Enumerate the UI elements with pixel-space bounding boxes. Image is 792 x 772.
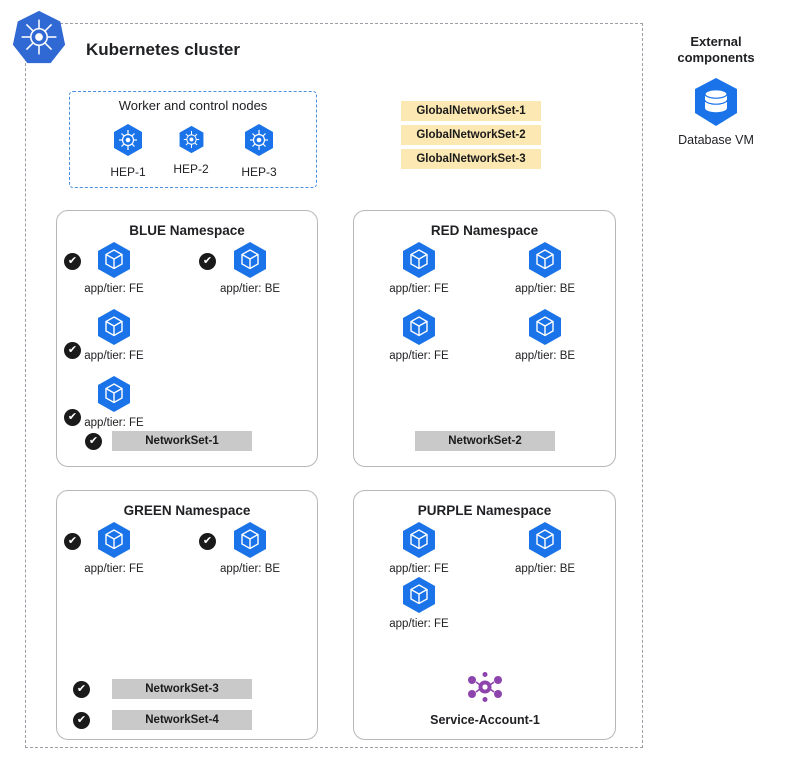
pod-icon [400, 520, 438, 560]
check-icon-network-set-1: ✔ [85, 433, 102, 450]
pod-icon [526, 520, 564, 560]
pod-label: app/tier: BE [514, 283, 576, 295]
pod-label: app/tier: BE [219, 283, 281, 295]
pod-icon [95, 307, 133, 347]
external-components-title [660, 34, 772, 66]
pod-icon [400, 240, 438, 280]
network-set-4[interactable]: NetworkSet-4 [112, 710, 252, 730]
pod-label: app/tier: FE [84, 350, 144, 362]
pod-label: app/tier: FE [84, 417, 144, 429]
pod-icon [526, 240, 564, 280]
pod-icon [231, 520, 269, 560]
pod-label: app/tier: BE [514, 563, 576, 575]
pod-label: app/tier: FE [389, 618, 449, 630]
network-set-3[interactable]: NetworkSet-3 [112, 679, 252, 699]
check-icon-blue-pod-2: ✔ [199, 253, 216, 270]
host-endpoint-hep-2 [159, 124, 223, 176]
namespace-title: GREEN Namespace [123, 503, 251, 518]
pod-blue-1[interactable] [66, 240, 162, 295]
pod-blue-4[interactable] [66, 374, 162, 429]
pod-label: app/tier: FE [84, 283, 144, 295]
namespace-title: PURPLE Namespace [417, 503, 552, 518]
pod-red-2[interactable] [497, 240, 593, 295]
check-icon-green-pod-2: ✔ [199, 533, 216, 550]
host-endpoint-hep-3 [227, 122, 291, 179]
namespace-title: BLUE Namespace [129, 223, 245, 238]
check-icon-blue-pod-1: ✔ [64, 253, 81, 270]
pod-blue-2[interactable] [202, 240, 298, 295]
namespace-title: RED Namespace [430, 223, 539, 238]
host-endpoint-icon [111, 122, 145, 158]
page-title: Kubernetes cluster [86, 40, 240, 59]
host-endpoint-icon [177, 124, 206, 155]
check-icon-network-set-3: ✔ [73, 681, 90, 698]
hep-label: HEP-3 [241, 165, 277, 179]
database-vm-label: Database VM [678, 133, 754, 147]
hep-label: HEP-1 [110, 165, 146, 179]
pod-icon [400, 307, 438, 347]
pod-label: app/tier: FE [389, 283, 449, 295]
hep-label: HEP-2 [173, 162, 209, 176]
pod-red-1[interactable] [371, 240, 467, 295]
check-icon-network-set-4: ✔ [73, 712, 90, 729]
global-network-set-2[interactable]: GlobalNetworkSet-2 [401, 125, 541, 145]
host-endpoint-hep-1 [96, 122, 160, 179]
check-icon-blue-pod-4: ✔ [64, 409, 81, 426]
pod-icon [95, 520, 133, 560]
pod-red-3[interactable] [371, 307, 467, 362]
external-components-title-line1: External [690, 34, 742, 49]
pod-label: app/tier: FE [84, 563, 144, 575]
pod-icon [400, 575, 438, 615]
pod-blue-3[interactable] [66, 307, 162, 362]
pod-icon [95, 374, 133, 414]
kubernetes-logo-icon [10, 8, 68, 66]
service-account-label: Service-Account-1 [430, 713, 540, 727]
pod-label: app/tier: FE [389, 563, 449, 575]
external-components-title-line2: components [677, 50, 755, 65]
check-icon-blue-pod-3: ✔ [64, 342, 81, 359]
pod-green-2[interactable] [202, 520, 298, 575]
global-network-set-3[interactable]: GlobalNetworkSet-3 [401, 149, 541, 169]
pod-green-1[interactable] [66, 520, 162, 575]
service-account-icon [467, 672, 503, 702]
pod-label: app/tier: BE [219, 563, 281, 575]
pod-purple-1[interactable] [371, 520, 467, 575]
host-endpoint-icon [242, 122, 276, 158]
network-set-1[interactable]: NetworkSet-1 [112, 431, 252, 451]
worker-and-control-nodes-title: Worker and control nodes [118, 98, 268, 113]
pod-label: app/tier: FE [389, 350, 449, 362]
pod-purple-3[interactable] [371, 575, 467, 630]
database-vm-icon [692, 76, 740, 128]
pod-red-4[interactable] [497, 307, 593, 362]
global-network-set-1[interactable]: GlobalNetworkSet-1 [401, 101, 541, 121]
network-set-2[interactable]: NetworkSet-2 [415, 431, 555, 451]
pod-icon [231, 240, 269, 280]
pod-purple-2[interactable] [497, 520, 593, 575]
pod-icon [526, 307, 564, 347]
pod-label: app/tier: BE [514, 350, 576, 362]
check-icon-green-pod-1: ✔ [64, 533, 81, 550]
pod-icon [95, 240, 133, 280]
